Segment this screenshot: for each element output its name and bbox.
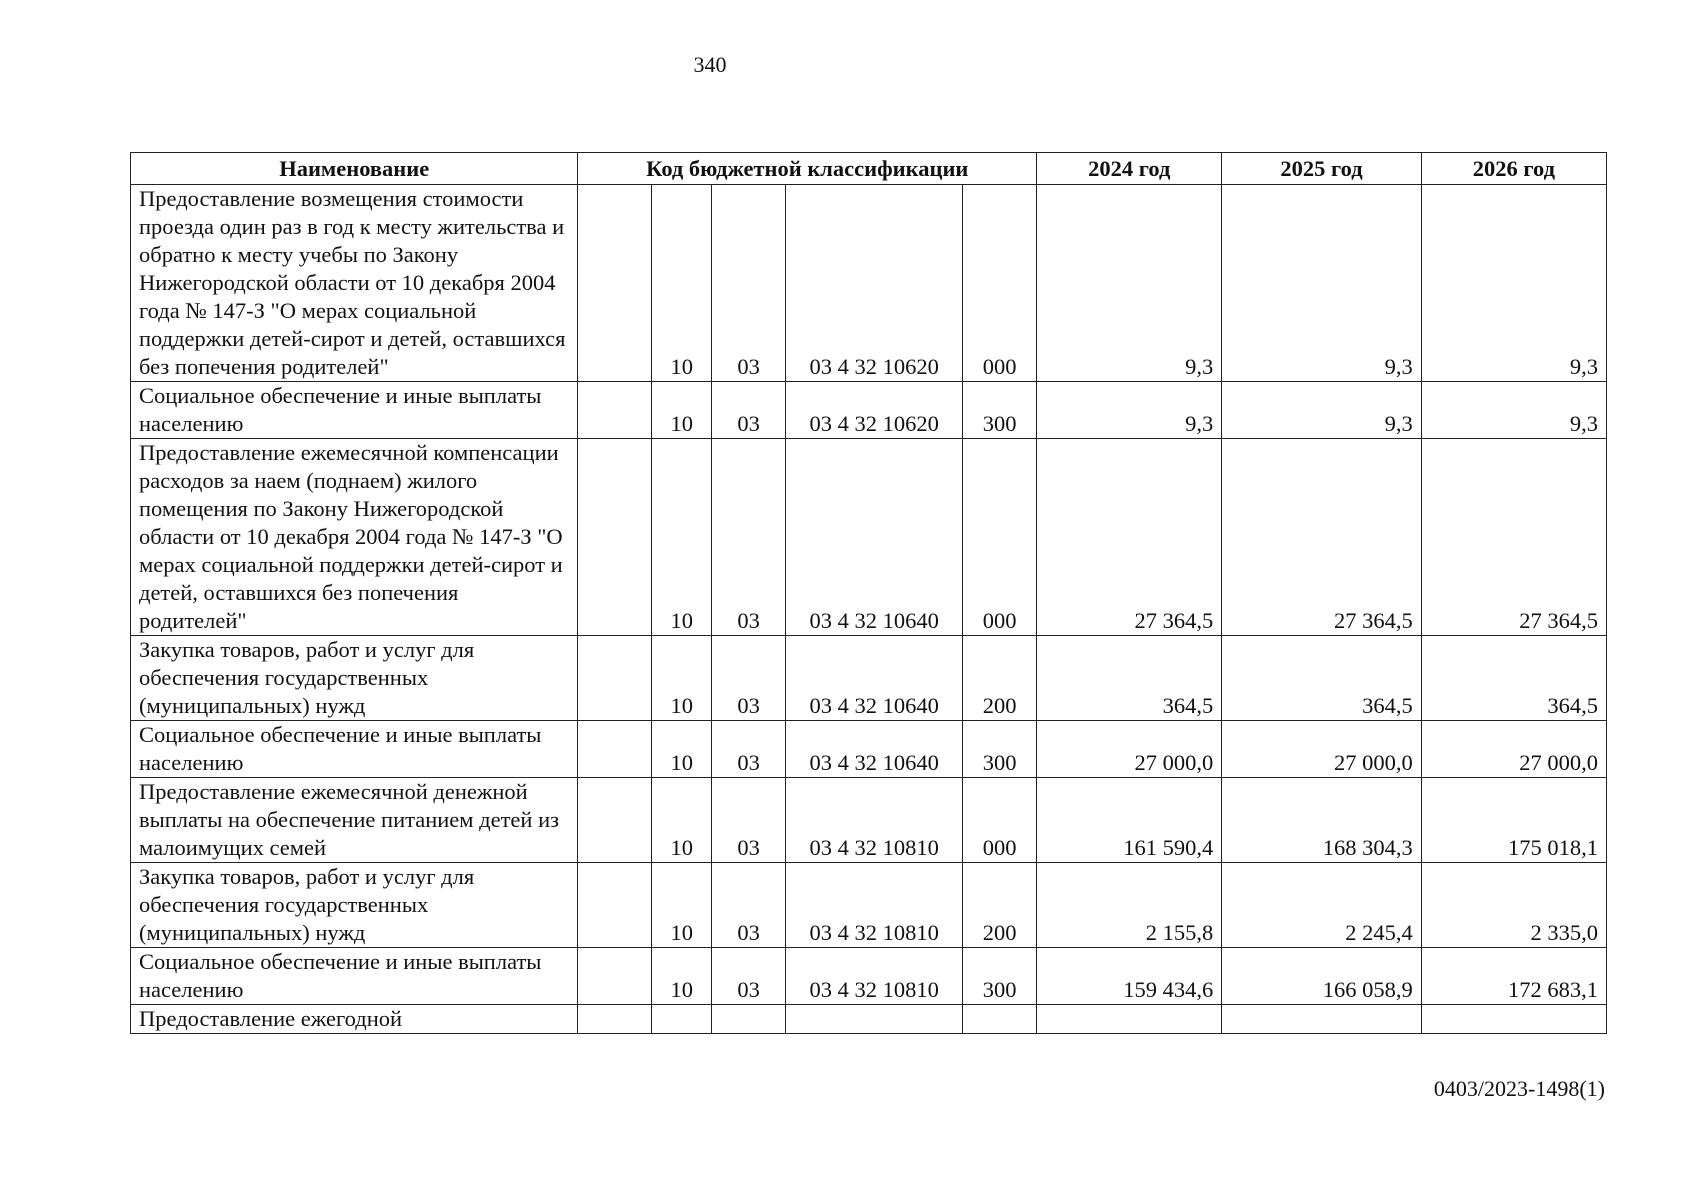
row-value-2026: 175 018,1 [1421,778,1606,863]
row-target-article: 03 4 32 10640 [786,721,963,778]
table-row [131,778,1607,863]
row-value-2024: 159 434,6 [1037,948,1222,1005]
row-value-2025: 2 245,4 [1222,863,1422,948]
header-2026: 2026 год [1421,153,1606,185]
row-value-2024: 27 000,0 [1037,721,1222,778]
row-expense-type: 300 [963,721,1037,778]
row-value-2025: 364,5 [1222,636,1422,721]
row-subsection: 03 [712,721,786,778]
row-section: 10 [652,721,712,778]
row-name: Социальное обеспечение и иные выплаты населению [131,721,578,778]
row-name: Социальное обеспечение и иные выплаты населению [131,948,578,1005]
row-blank-code [578,778,652,863]
row-expense-type: 000 [963,778,1037,863]
row-name: Предоставление ежемесячной денежной выплаты на обеспечение питанием детей из малоимущих семей [131,778,578,863]
row-subsection: 03 [712,948,786,1005]
row-expense-type: 300 [963,382,1037,439]
row-expense-type: 200 [963,636,1037,721]
row-subsection: 03 [712,636,786,721]
row-name: Предоставление ежемесячной компенсации расходов за наем (поднаем) жилого помещения по Закону Нижегородской области от 10 декабря 2004 года № 147-З "О мерах социальной поддержки детей-сирот и детей, оставшихся без попечения родителей" [131,439,578,636]
row-name: Социальное обеспечение и иные выплаты населению [131,382,578,439]
document-registration-code: 0403/2023-1498(1) [1433,1076,1605,1101]
row-value-2025: 27 364,5 [1222,439,1422,636]
table-row [131,721,1607,778]
row-value-2025: 168 304,3 [1222,778,1422,863]
row-expense-type: 000 [963,439,1037,636]
row-blank-code [578,636,652,721]
row-value-2024: 9,3 [1037,382,1222,439]
table-row [131,863,1607,948]
row-value-2024: 364,5 [1037,636,1222,721]
row-expense-type [963,1005,1037,1034]
row-value-2024: 161 590,4 [1037,778,1222,863]
row-target-article: 03 4 32 10810 [786,948,963,1005]
row-subsection: 03 [712,863,786,948]
row-value-2026: 27 000,0 [1421,721,1606,778]
table-row [131,185,1607,382]
row-blank-code [578,863,652,948]
row-value-2025: 27 000,0 [1222,721,1422,778]
row-blank-code [578,185,652,382]
row-value-2024: 2 155,8 [1037,863,1222,948]
table-row [131,439,1607,636]
row-section: 10 [652,778,712,863]
row-section: 10 [652,439,712,636]
row-section: 10 [652,863,712,948]
row-value-2024: 27 364,5 [1037,439,1222,636]
row-expense-type: 000 [963,185,1037,382]
row-value-2025: 9,3 [1222,185,1422,382]
row-name: Закупка товаров, работ и услуг для обеспечения государственных (муниципальных) нужд [131,636,578,721]
row-value-2026 [1421,1005,1606,1034]
table-header-row [131,153,1607,185]
row-section: 10 [652,636,712,721]
row-target-article: 03 4 32 10640 [786,636,963,721]
row-section [652,1005,712,1034]
row-subsection: 03 [712,778,786,863]
table-row-partial [131,1005,1607,1034]
header-name: Наименование [131,153,578,185]
table-row [131,636,1607,721]
row-value-2026: 27 364,5 [1421,439,1606,636]
row-section: 10 [652,948,712,1005]
row-value-2025: 9,3 [1222,382,1422,439]
header-2025: 2025 год [1222,153,1422,185]
row-subsection: 03 [712,439,786,636]
row-blank-code [578,439,652,636]
header-2024: 2024 год [1037,153,1222,185]
row-target-article: 03 4 32 10640 [786,439,963,636]
table-row [131,948,1607,1005]
row-value-2026: 2 335,0 [1421,863,1606,948]
header-budget-code: Код бюджетной классификации [578,153,1037,185]
row-value-2024: 9,3 [1037,185,1222,382]
table-row [131,382,1607,439]
row-value-2025: 166 058,9 [1222,948,1422,1005]
row-section: 10 [652,185,712,382]
row-target-article: 03 4 32 10620 [786,185,963,382]
row-value-2024 [1037,1005,1222,1034]
row-value-2026: 172 683,1 [1421,948,1606,1005]
row-target-article [786,1005,963,1034]
row-name: Закупка товаров, работ и услуг для обеспечения государственных (муниципальных) нужд [131,863,578,948]
row-subsection [712,1005,786,1034]
row-expense-type: 300 [963,948,1037,1005]
row-value-2025 [1222,1005,1422,1034]
row-value-2026: 9,3 [1421,185,1606,382]
row-name: Предоставление возмещения стоимости проезда один раз в год к месту жительства и обратно к месту учебы по Закону Нижегородской области от 10 декабря 2004 года № 147-З "О мерах социальной поддержки детей-сирот и детей, оставшихся без попечения родителей" [131,185,578,382]
row-blank-code [578,721,652,778]
row-blank-code [578,382,652,439]
budget-table [130,152,1607,1034]
row-blank-code [578,948,652,1005]
page-number: 340 [693,52,727,77]
row-target-article: 03 4 32 10620 [786,382,963,439]
row-subsection: 03 [712,382,786,439]
row-value-2026: 364,5 [1421,636,1606,721]
row-target-article: 03 4 32 10810 [786,863,963,948]
row-name: Предоставление ежегодной [131,1005,578,1034]
row-blank-code [578,1005,652,1034]
row-value-2026: 9,3 [1421,382,1606,439]
row-subsection: 03 [712,185,786,382]
row-section: 10 [652,382,712,439]
row-target-article: 03 4 32 10810 [786,778,963,863]
row-expense-type: 200 [963,863,1037,948]
